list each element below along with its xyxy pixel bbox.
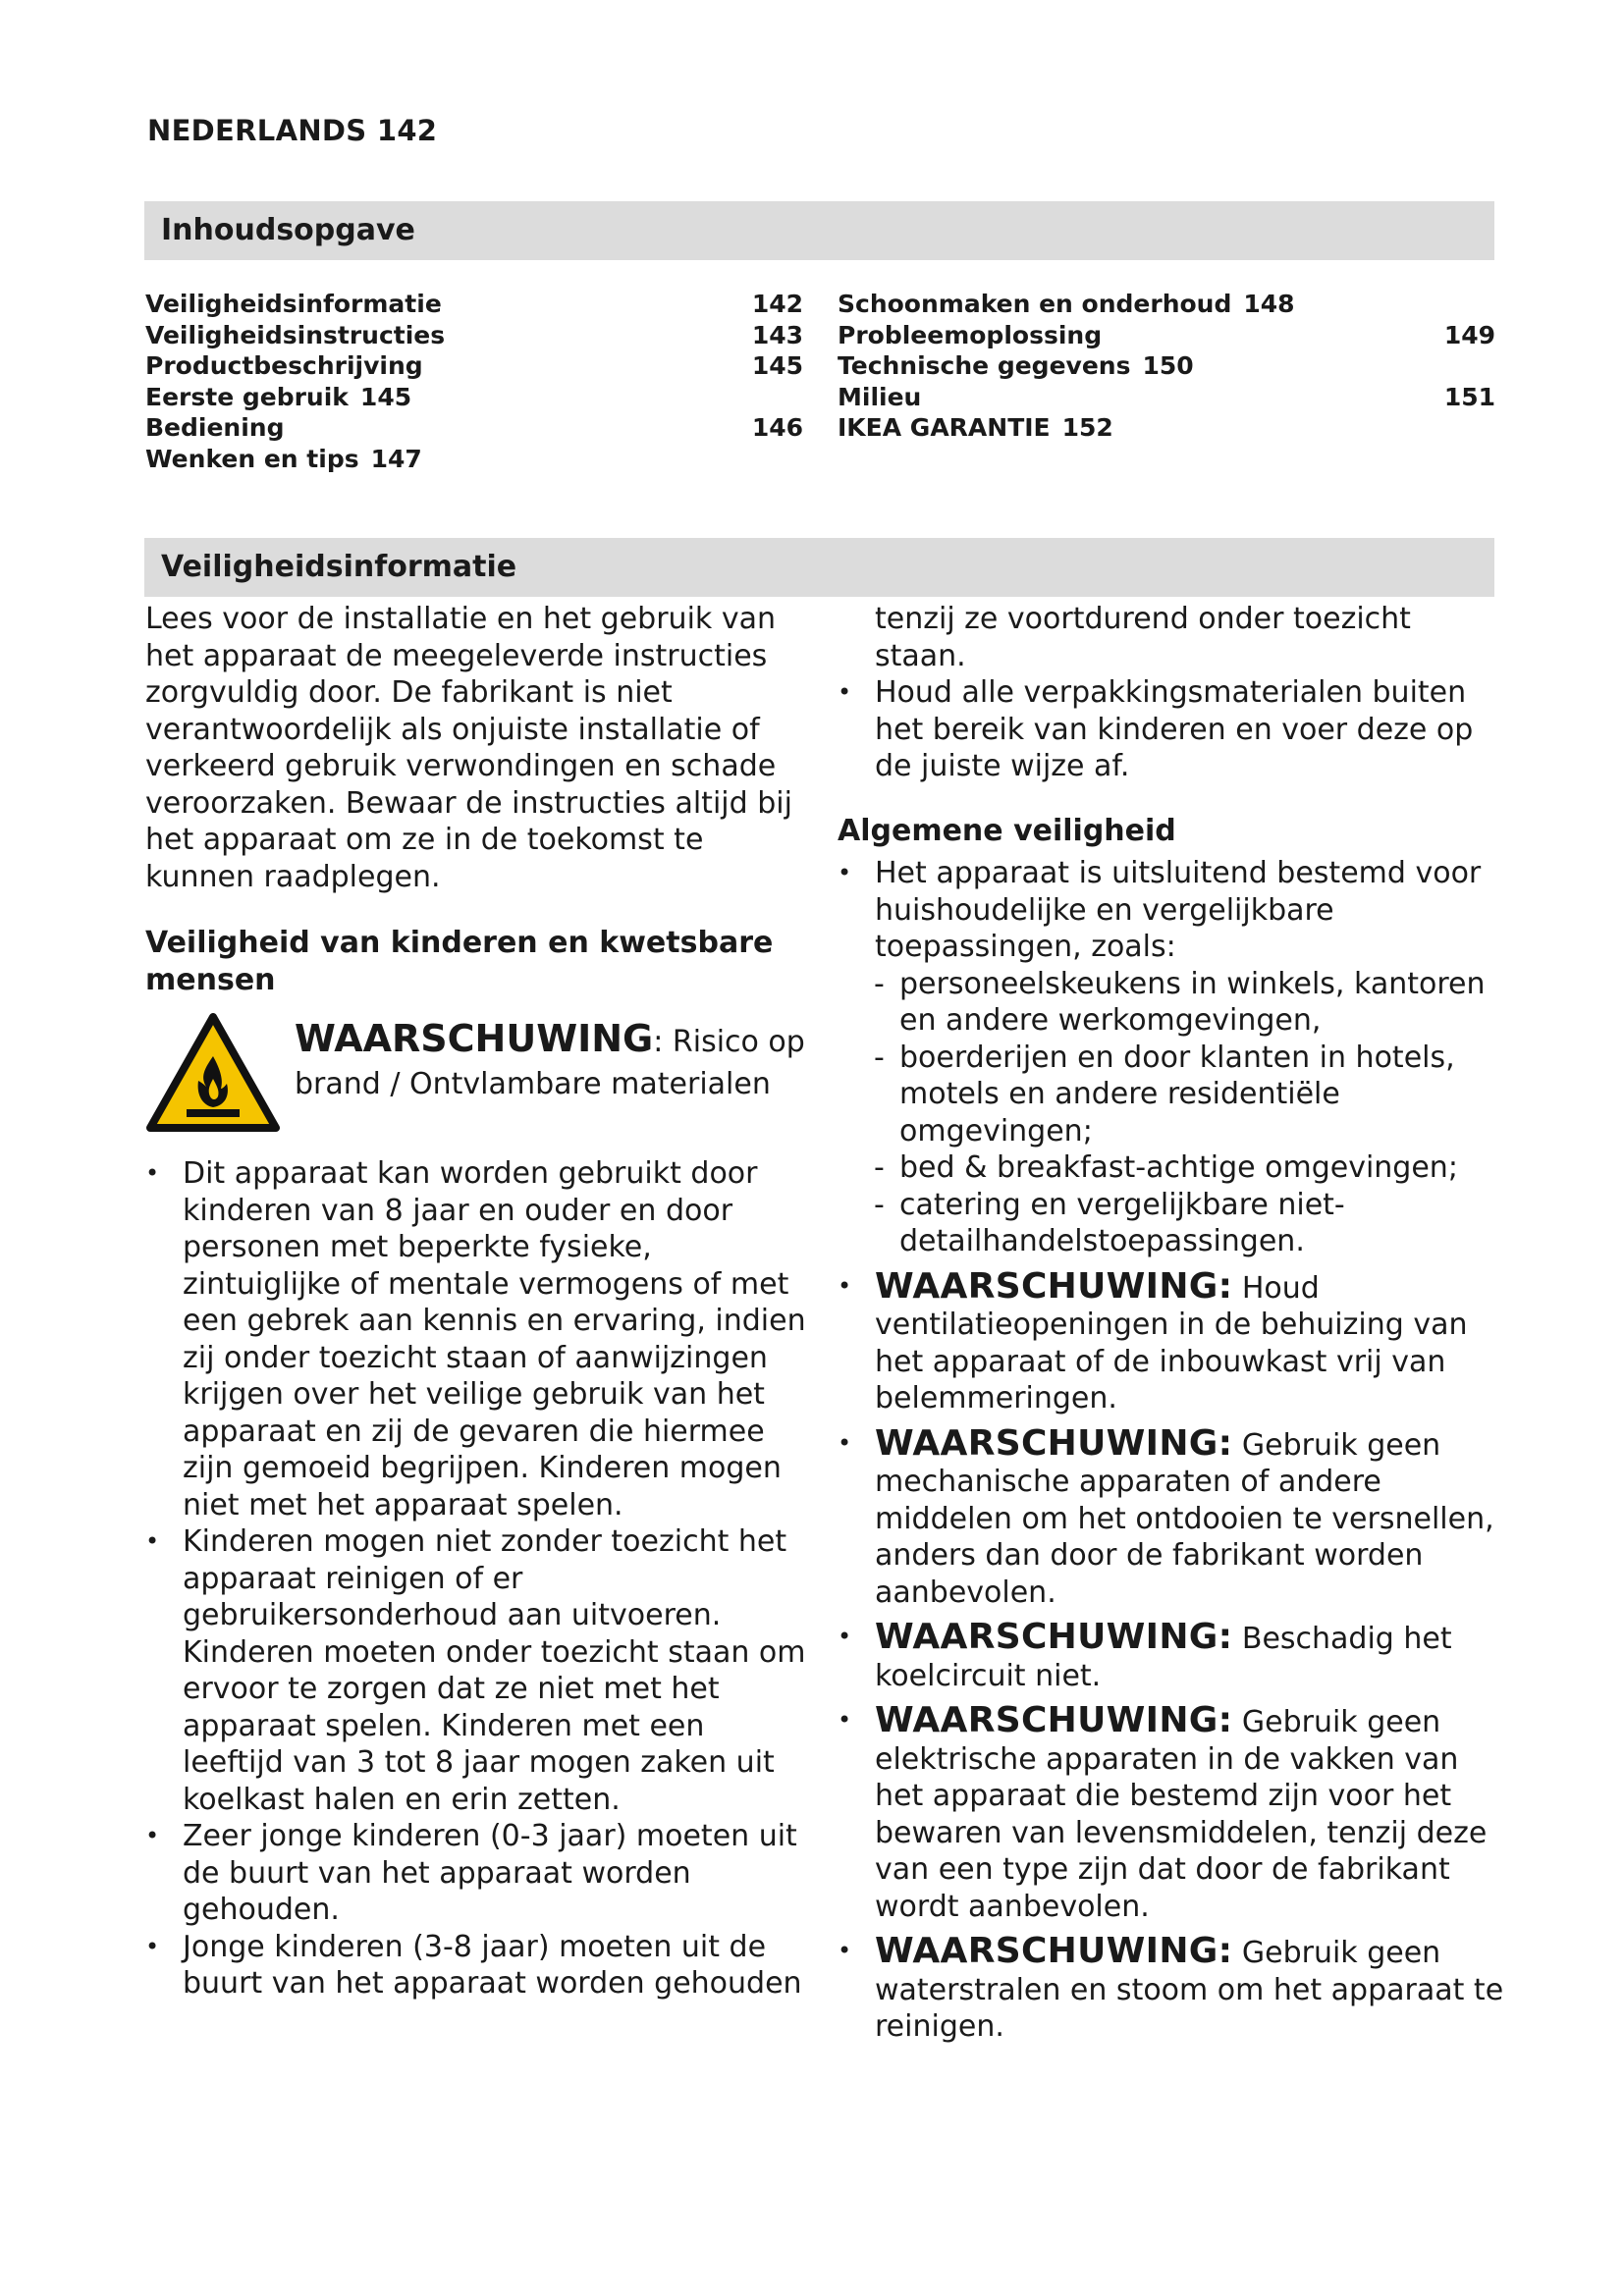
toc-entry [145, 444, 803, 475]
toc-entry-page: 145 [359, 382, 412, 411]
toc-entry-page: 142 [751, 290, 803, 318]
safety-column-left [145, 601, 813, 2002]
toc-entry-page: 148 [1243, 290, 1295, 318]
sub-list-item: - catering en vergelijkbare niet-detailhandelstoepassingen. [838, 1187, 1505, 1260]
toc-entry-page: 145 [751, 351, 803, 380]
warning-word: WAARSCHUWING: [875, 1265, 1233, 1307]
general-heading: Algemene veiligheid [838, 813, 1176, 848]
toc-entry [145, 412, 803, 444]
toc-entry [838, 412, 1495, 444]
safety-intro: Lees voor de installatie en het gebruik van het apparaat de meegeleverde instructies zorgvuldig door. De fabrikant is niet verantwoordelijk als onjuiste installatie of verkeerd gebruik verwondingen en schade veroorzaken. Bewaar de instructies altijd bij het apparaat om ze in de toekomst te kunnen raadplegen. [145, 602, 792, 894]
toc-heading-bar [144, 201, 1494, 260]
warning-word: WAARSCHUWING: [875, 1422, 1233, 1464]
toc-entry-page: 149 [1443, 320, 1495, 349]
children-continued: tenzij ze voortdurend onder toezicht staan. [875, 602, 1411, 673]
toc-entry-label: Wenken en tips [145, 444, 359, 473]
toc-entry-label: Eerste gebruik [145, 382, 349, 411]
toc-entry-label: IKEA GARANTIE [838, 413, 1051, 442]
toc-entry [145, 289, 803, 320]
warning-item [838, 1619, 1505, 1694]
warning-item [838, 1265, 1505, 1417]
list-item: • Kinderen mogen niet zonder toezicht het apparaat reinigen of er gebruikersonderhoud aan uitvoeren. Kinderen moeten onder toezicht staan om ervoor te zorgen dat ze niet met het apparaat spelen. Kinderen met een leeftijd van 3 tot 8 jaar mogen zaken uit koelkast halen en erin zetten. [145, 1523, 813, 1818]
children-list [145, 1155, 813, 2002]
sub-list-item: - bed & breakfast-achtige omgevingen; [838, 1149, 1505, 1187]
toc-entry [838, 350, 1495, 382]
toc-entry-label: Probleemoplossing [838, 320, 1103, 349]
toc-entry-label: Schoonmaken en onderhoud [838, 290, 1232, 318]
warning-word: WAARSCHUWING: [875, 1617, 1233, 1657]
flammable-warning-text [295, 1012, 813, 1105]
sub-list-item: - boerderijen en door klanten in hotels, motels en andere residentiële omgevingen; [838, 1040, 1505, 1150]
toc-entry-page: 146 [751, 413, 803, 442]
toc-entry-page: 147 [370, 444, 422, 473]
warning-text: Gebruik geen elektrische apparaten in de vakken van het apparaat die bestemd zijn voor het bewaren van levensmiddelen, tenzij deze van een type zijn dat door de fabrikant wordt aanbevolen. [875, 1705, 1488, 1924]
general-sub-list [838, 966, 1505, 1260]
toc-entry-page: 143 [751, 320, 803, 349]
toc-entry [838, 382, 1495, 413]
flammable-warning [145, 1012, 813, 1134]
warning-word: WAARSCHUWING [295, 1017, 654, 1060]
toc-entry [838, 289, 1495, 320]
warning-item [838, 1702, 1505, 1925]
toc-title: Inhoudsopgave [161, 213, 415, 247]
list-item: • Dit apparaat kan worden gebruikt door kinderen van 8 jaar en ouder en door personen met beperkte fysieke, zintuiglijke of mentale vermogens of met een gebrek aan kennis en ervaring, indien zij onder toezicht staan of aanwijzingen krijgen over het veilige gebruik van het apparaat en zij de gevaren die hiermee zijn gemoeid begrijpen. Kinderen mogen niet met het apparaat spelen. [145, 1155, 813, 1523]
warning-text: Gebruik geen waterstralen en stoom om het apparaat te reinigen. [875, 1936, 1504, 2044]
toc-column-right [838, 289, 1495, 444]
list-item: • Jonge kinderen (3-8 jaar) moeten uit de buurt van het apparaat worden gehouden [145, 1929, 813, 2002]
warning-word: WAARSCHUWING: [875, 1700, 1233, 1740]
warning-description: : Risico op brand / Ontvlambare materialen [295, 1025, 805, 1101]
toc-entry-page: 152 [1061, 413, 1113, 442]
page-header: NEDERLANDS 142 [147, 114, 438, 147]
children-heading: Veiligheid van kinderen en kwetsbare mensen [145, 926, 774, 997]
list-item: • Zeer jonge kinderen (0-3 jaar) moeten uit de buurt van het apparaat worden gehouden. [145, 1818, 813, 1929]
warning-text: Houd ventilatieopeningen in de behuizing van het apparaat of de inbouwkast vrij van belemmeringen. [875, 1270, 1468, 1415]
toc-entry [838, 320, 1495, 351]
toc-entry-page: 151 [1443, 382, 1495, 411]
toc-entry-label: Bediening [145, 413, 285, 442]
toc-entry [145, 350, 803, 382]
warning-item [838, 1422, 1505, 1612]
warning-list [838, 1265, 1505, 2046]
safety-heading-bar [144, 538, 1494, 597]
toc-entry-label: Productbeschrijving [145, 351, 423, 380]
toc-entry-label: Veiligheidsinstructies [145, 320, 446, 349]
safety-title: Veiligheidsinformatie [161, 550, 517, 584]
flammable-warning-icon [145, 1012, 281, 1134]
toc-entry-label: Technische gegevens [838, 351, 1131, 380]
toc-entry-page: 150 [1142, 351, 1194, 380]
toc-column-left [145, 289, 803, 474]
toc-entry-label: Milieu [838, 382, 922, 411]
warning-text: Gebruik geen mechanische apparaten of andere middelen om het ontdooien te versnellen, anders dan door de fabrikant worden aanbevolen. [875, 1427, 1494, 1610]
toc-entry-label: Veiligheidsinformatie [145, 290, 442, 318]
toc-entry [145, 320, 803, 351]
warning-text: Beschadig het koelcircuit niet. [875, 1622, 1452, 1693]
safety-column-right [838, 601, 1505, 2046]
warning-word: WAARSCHUWING: [875, 1931, 1233, 1971]
packaging-item: • Houd alle verpakkingsmaterialen buiten het bereik van kinderen en voer deze op de juiste wijze af. [838, 674, 1505, 785]
toc-entry [145, 382, 803, 413]
sub-list-item: - personeelskeukens in winkels, kantoren en andere werkomgevingen, [838, 966, 1505, 1040]
general-intro: • Het apparaat is uitsluitend bestemd voor huishoudelijke en vergelijkbare toepassingen, zoals: [838, 855, 1505, 966]
warning-item [838, 1933, 1505, 2046]
